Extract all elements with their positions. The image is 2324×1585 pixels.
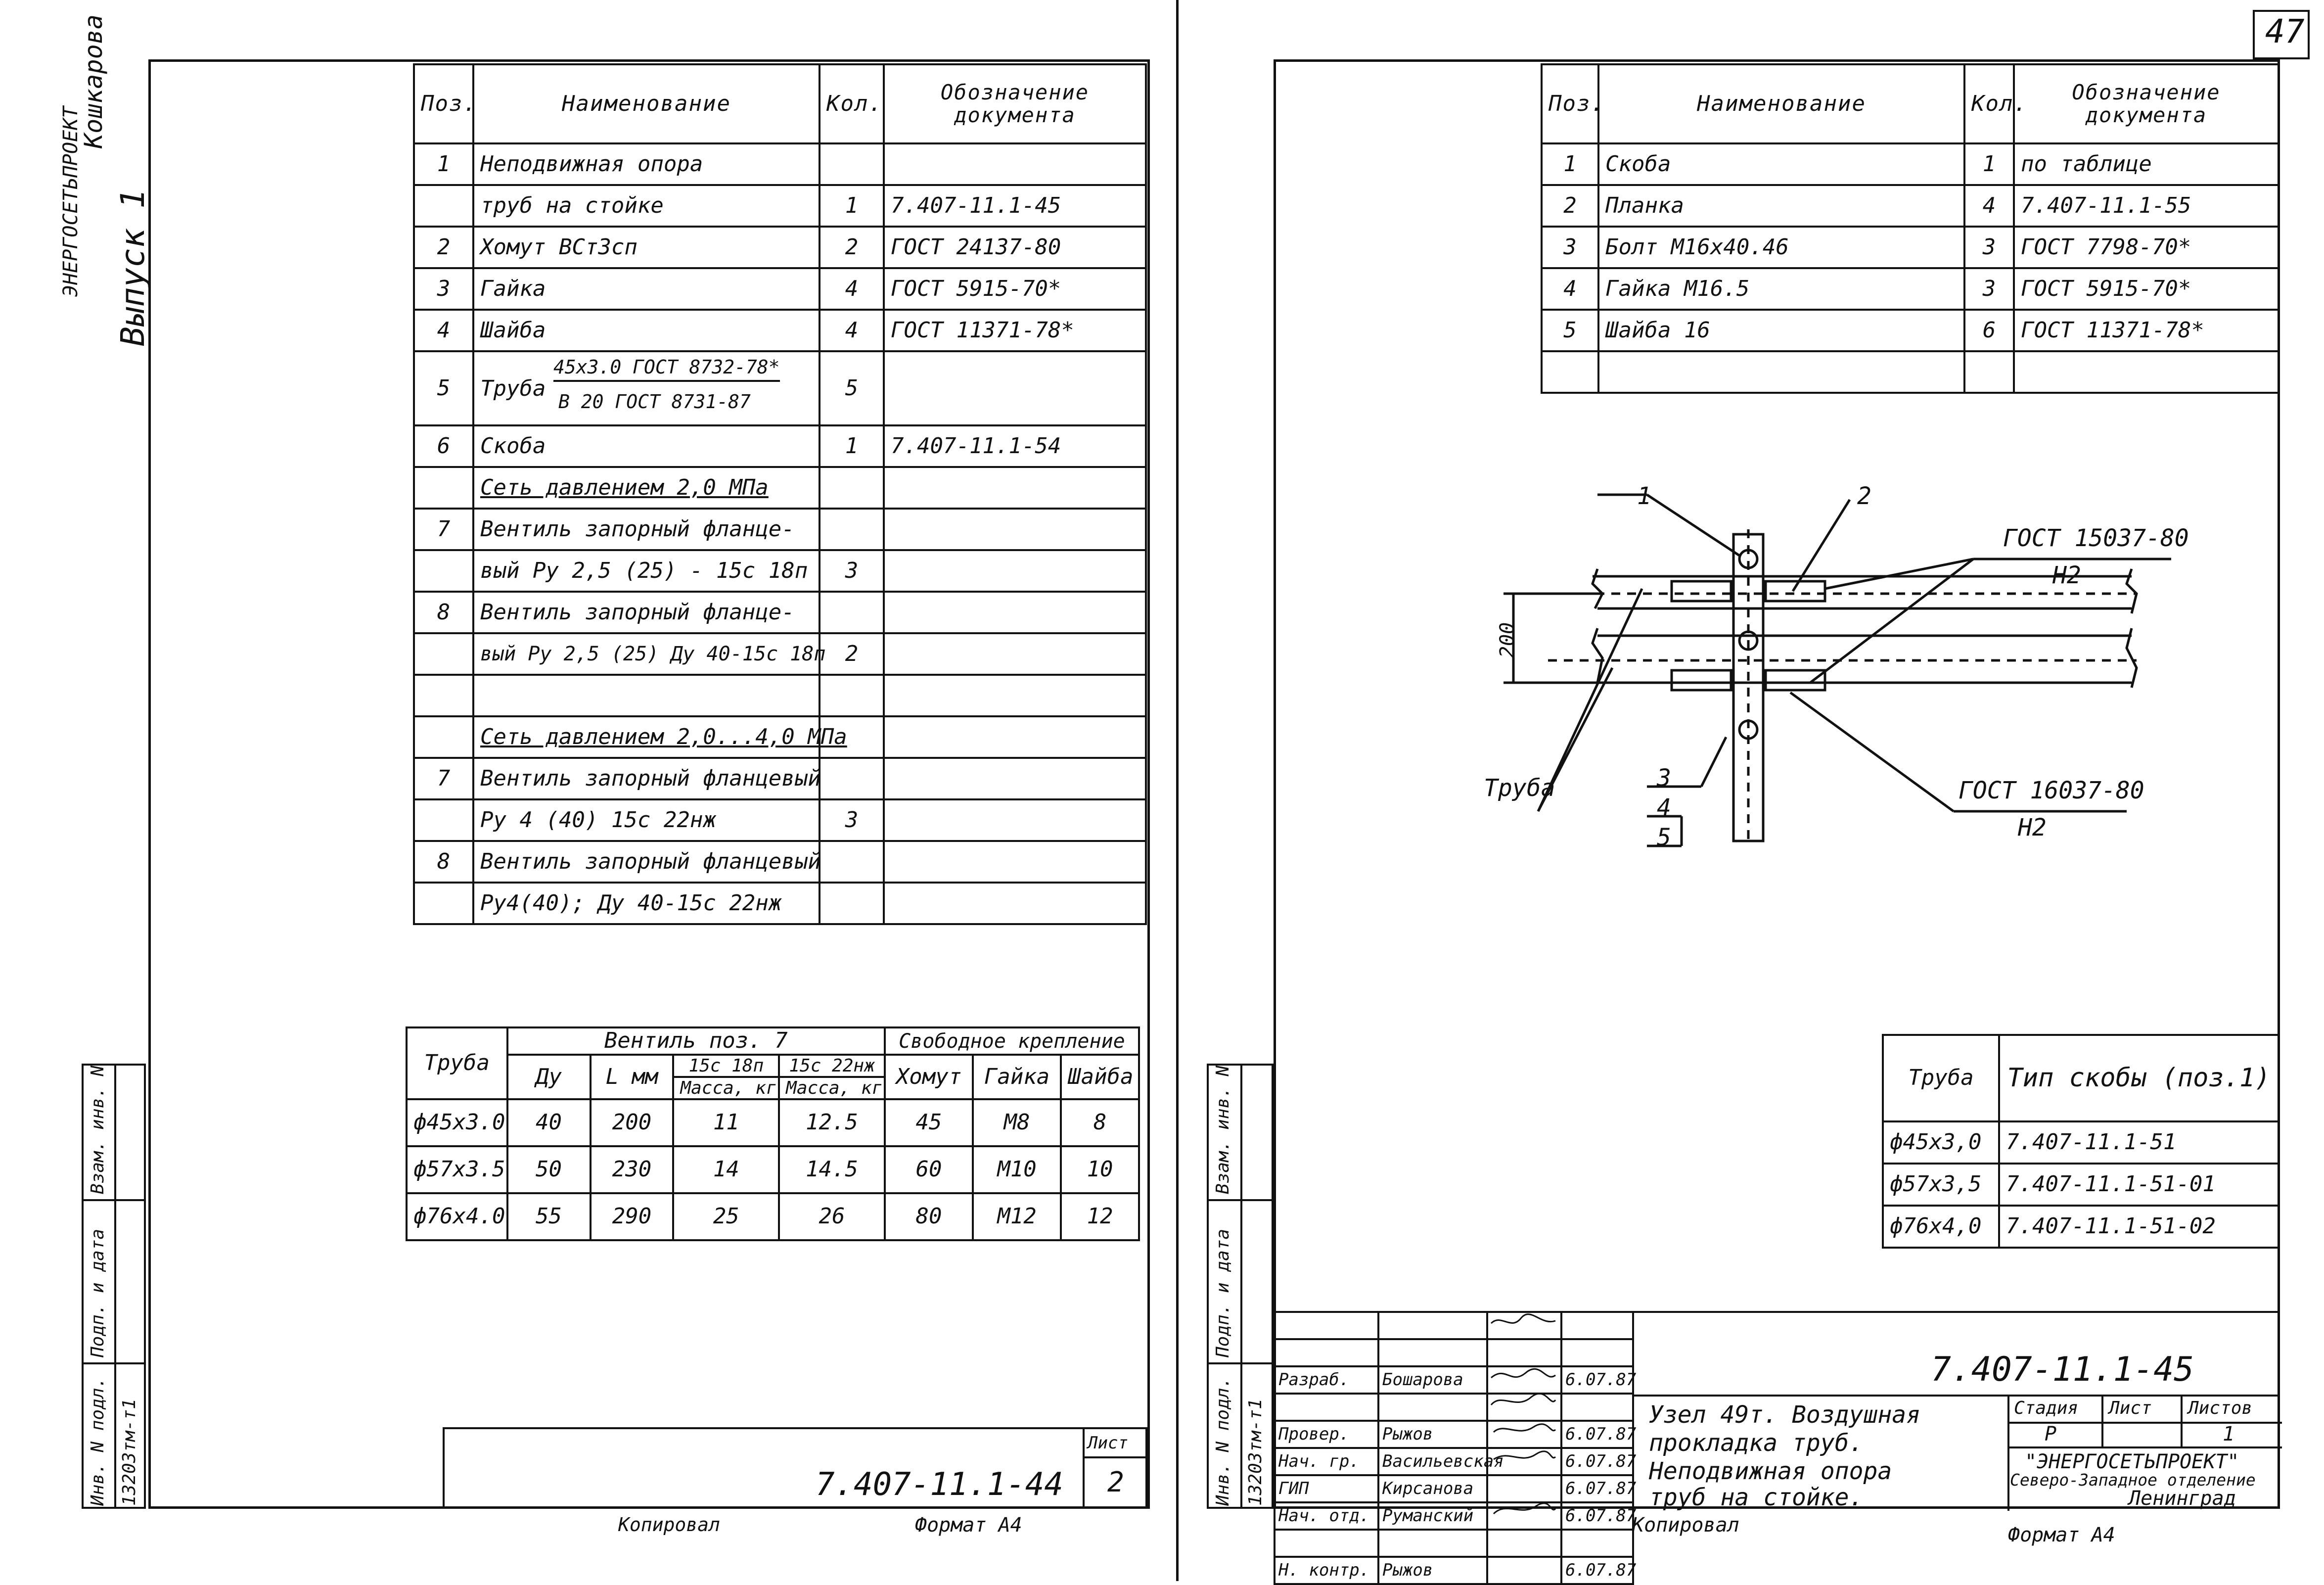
bt-header-type: Тип скобы (поз.1) bbox=[1999, 1035, 2278, 1121]
table-row: Нач. гр. Васильевская 6.07.87 bbox=[1275, 1448, 1633, 1475]
vt-header-mass1: Масса, кг bbox=[673, 1077, 779, 1099]
weld-note-bottom: ГОСТ 16037-80 bbox=[1959, 777, 2144, 804]
vt-header-washer: Шайба bbox=[1061, 1055, 1139, 1099]
right-spec-table bbox=[1541, 63, 2279, 394]
right-format: Формат А4 bbox=[2008, 1524, 2115, 1546]
vt-header-15c22: 15с 22нж bbox=[779, 1055, 885, 1077]
dimension-200: 200 bbox=[1496, 622, 1519, 658]
valve-table bbox=[406, 1026, 1140, 1241]
signature-3 bbox=[1491, 1394, 1555, 1405]
org-stamp: ЭНЕРГОСЕТЬПРОЕКТ bbox=[59, 106, 82, 297]
clamp-top-left bbox=[1672, 581, 1731, 601]
side-col-inv: Инв. N подл. bbox=[88, 1377, 108, 1506]
left-sheet-number: 2 bbox=[1107, 1466, 1124, 1498]
title-block bbox=[1632, 1311, 2280, 1509]
r-side-col-inv-number: 13203тм-т1 bbox=[1245, 1399, 1266, 1506]
callout-4: 4 bbox=[1657, 794, 1671, 822]
title-line-4: труб на стойке. bbox=[1649, 1484, 1864, 1511]
table-row: ГИП Кирсанова 6.07.87 bbox=[1275, 1475, 1633, 1502]
table-row: ф76x4.0 55 290 25 26 80 М12 12 bbox=[407, 1193, 1139, 1240]
weld-note-bottom-sub: Н2 bbox=[2018, 814, 2047, 841]
org-line-3: Ленинград bbox=[2129, 1487, 2236, 1510]
table-row: 2 Планка 4 7.407-11.1-55 bbox=[1542, 185, 2278, 227]
right-side-column bbox=[1207, 1064, 1274, 1509]
table-row: 3 Гайка 4 ГОСТ 5915-70* bbox=[414, 268, 1146, 310]
table-row: ф45x3,0 7.407-11.1-51 bbox=[1883, 1121, 2278, 1164]
leader-weld-top-a bbox=[1825, 559, 1973, 589]
table-row: 6 Скоба 1 7.407-11.1-54 bbox=[414, 425, 1146, 467]
pipe-spec-top: 45x3.0 ГОСТ 8732-78* bbox=[553, 357, 780, 382]
vt-header-free: Свободное крепление bbox=[885, 1027, 1139, 1055]
vt-header-15c18: 15с 18п bbox=[673, 1055, 779, 1077]
table-row: вый Ру 2,5 (25) - 15с 18п 3 bbox=[414, 550, 1146, 592]
right-copied: Копировал bbox=[1632, 1514, 1739, 1537]
side-col-inv-number: 13203тм-т1 bbox=[119, 1399, 139, 1506]
table-row bbox=[414, 675, 1146, 716]
vt-header-mass2: Масса, кг bbox=[779, 1077, 885, 1099]
bracket-table bbox=[1882, 1034, 2279, 1249]
vt-header-pipe: Труба bbox=[407, 1027, 507, 1099]
table-row: Н. контр. Рыжов 6.07.87 bbox=[1275, 1557, 1633, 1584]
vt-header-nut: Гайка bbox=[973, 1055, 1061, 1099]
pipe-break-left bbox=[1593, 569, 1602, 608]
table-row: 8 Вентиль запорный фланцевый bbox=[414, 841, 1146, 883]
r-side-col-replace: Взам. инв. N bbox=[1213, 1065, 1233, 1194]
leader-345 bbox=[1701, 737, 1726, 787]
weld-note-top: ГОСТ 15037-80 bbox=[2003, 524, 2189, 552]
org-line-2: Северо-Западное отделение bbox=[2010, 1470, 2256, 1490]
leader-weld-bottom bbox=[1790, 693, 1954, 811]
r-side-col-inv: Инв. N подл. bbox=[1213, 1377, 1233, 1506]
title-line-1: Узел 49т. Воздушная bbox=[1649, 1401, 1921, 1429]
side-col-replace: Взам. инв. N bbox=[88, 1065, 108, 1194]
stage-value: Р bbox=[2045, 1423, 2057, 1445]
table-row: ф57x3.5 50 230 14 14.5 60 М10 10 bbox=[407, 1146, 1139, 1193]
table-row: 5 Шайба 16 6 ГОСТ 11371-78* bbox=[1542, 310, 2278, 351]
table-row: ф76x4,0 7.407-11.1-51-02 bbox=[1883, 1206, 2278, 1248]
pipe-break-right-2 bbox=[2127, 628, 2137, 688]
weld-note-top-sub: Н2 bbox=[2052, 561, 2081, 589]
clamp-bottom-right bbox=[1766, 670, 1825, 690]
vt-header-valve: Вентиль поз. 7 bbox=[507, 1027, 885, 1055]
issue-label: Выпуск 1 bbox=[114, 189, 152, 346]
r-spec-header-name: Наименование bbox=[1598, 64, 1964, 143]
table-row: 7 Вентиль запорный фланце- bbox=[414, 509, 1146, 550]
r-spec-header-pos: Поз. bbox=[1542, 64, 1598, 143]
table-row bbox=[1542, 351, 2278, 393]
signature-4 bbox=[1494, 1424, 1555, 1432]
pipe-spec-bottom: В 20 ГОСТ 8731-87 bbox=[558, 391, 751, 413]
clamp-top-right bbox=[1766, 581, 1825, 601]
table-row: труб на стойке 1 7.407-11.1-45 bbox=[414, 185, 1146, 227]
clamp-bottom-left bbox=[1672, 670, 1731, 690]
table-row: 1 Неподвижная опора bbox=[414, 143, 1146, 185]
signature-2 bbox=[1491, 1369, 1555, 1378]
table-row: Провер. Рыжов 6.07.87 bbox=[1275, 1421, 1633, 1448]
table-row: вый Ру 2,5 (25) Ду 40-15с 18п 2 bbox=[414, 633, 1146, 675]
author-note: Кошкарова bbox=[79, 14, 108, 148]
title-doc-code: 7.407-11.1-45 bbox=[1931, 1350, 2194, 1389]
spec-header-name: Наименование bbox=[473, 64, 820, 143]
table-row: Сеть давлением 2,0 МПа bbox=[414, 467, 1146, 509]
table-row: Нач. отд. Руманский 6.07.87 bbox=[1275, 1502, 1633, 1530]
title-line-2: прокладка труб. bbox=[1649, 1429, 1864, 1457]
signatures bbox=[1486, 1311, 1560, 1509]
left-bottom-stamp bbox=[443, 1427, 1147, 1509]
sheet-divider bbox=[1176, 0, 1179, 1581]
callout-5: 5 bbox=[1657, 824, 1671, 851]
left-sheet-label: Лист bbox=[1088, 1433, 1128, 1453]
r-spec-header-doc: Обозначение документа bbox=[2014, 64, 2278, 143]
spec-header-qty: Кол. bbox=[820, 64, 884, 143]
title-line-3: Неподвижная опора bbox=[1649, 1457, 1892, 1485]
left-format: Формат А4 bbox=[915, 1514, 1022, 1537]
table-row: 2 Хомут ВСт3сп 2 ГОСТ 24137-80 bbox=[414, 227, 1146, 268]
vt-header-du: Ду bbox=[507, 1055, 591, 1099]
sheet-label: Лист bbox=[2109, 1398, 2152, 1418]
table-row: 8 Вентиль запорный фланце- bbox=[414, 592, 1146, 633]
pipe-label: Труба bbox=[1484, 774, 1555, 802]
org-line-1: "ЭНЕРГОСЕТЬПРОЕКТ" bbox=[2025, 1450, 2239, 1473]
side-col-sign: Подп. и дата bbox=[88, 1228, 108, 1357]
vt-header-clamp: Хомут bbox=[885, 1055, 973, 1099]
table-row: Ру4(40); Ду 40-15с 22нж bbox=[414, 883, 1146, 924]
callout-1: 1 bbox=[1637, 482, 1651, 510]
left-copied: Копировал bbox=[618, 1514, 720, 1536]
leader-1 bbox=[1647, 495, 1741, 557]
left-side-column bbox=[82, 1064, 146, 1509]
signature-table bbox=[1274, 1311, 1637, 1585]
table-row: 7 Вентиль запорный фланцевый bbox=[414, 758, 1146, 799]
bt-header-pipe: Труба bbox=[1883, 1035, 1999, 1121]
table-row: Сеть давлением 2,0...4,0 МПа bbox=[414, 716, 1146, 758]
table-row: ф45x3.0 40 200 11 12.5 45 М8 8 bbox=[407, 1099, 1139, 1146]
table-row: 3 Болт М16x40.46 3 ГОСТ 7798-70* bbox=[1542, 227, 2278, 268]
signature-1 bbox=[1491, 1314, 1555, 1323]
callout-3: 3 bbox=[1657, 764, 1671, 792]
table-row: Ру 4 (40) 15с 22нж 3 bbox=[414, 799, 1146, 841]
pipe-name: Труба bbox=[480, 376, 546, 401]
sheets-value: 1 bbox=[2223, 1423, 2235, 1445]
vt-header-l: L мм bbox=[591, 1055, 674, 1099]
stage-label: Стадия bbox=[2014, 1398, 2079, 1418]
signature-5 bbox=[1494, 1451, 1555, 1459]
spec-header-doc: Обозначение документа bbox=[884, 64, 1146, 143]
left-doc-code: 7.407-11.1-44 bbox=[816, 1466, 1063, 1503]
page-number: 47 bbox=[2265, 12, 2305, 50]
table-row: 1 Скоба 1 по таблице bbox=[1542, 143, 2278, 185]
spec-header-pos: Поз. bbox=[414, 64, 473, 143]
table-row: 5 Труба 45x3.0 ГОСТ 8732-78* В 20 ГОСТ 8731-87 5 bbox=[414, 351, 1146, 425]
callout-2: 2 bbox=[1857, 482, 1871, 510]
r-side-col-sign: Подп. и дата bbox=[1213, 1228, 1233, 1357]
table-row: 4 Гайка М16.5 3 ГОСТ 5915-70* bbox=[1542, 268, 2278, 310]
sheets-label: Листов bbox=[2188, 1398, 2253, 1418]
left-spec-table bbox=[413, 63, 1147, 925]
table-row: Разраб. Бошарова 6.07.87 bbox=[1275, 1366, 1633, 1394]
table-row: 4 Шайба 4 ГОСТ 11371-78* bbox=[414, 310, 1146, 351]
r-spec-header-qty: Кол. bbox=[1964, 64, 2014, 143]
table-row: ф57x3,5 7.407-11.1-51-01 bbox=[1883, 1164, 2278, 1206]
